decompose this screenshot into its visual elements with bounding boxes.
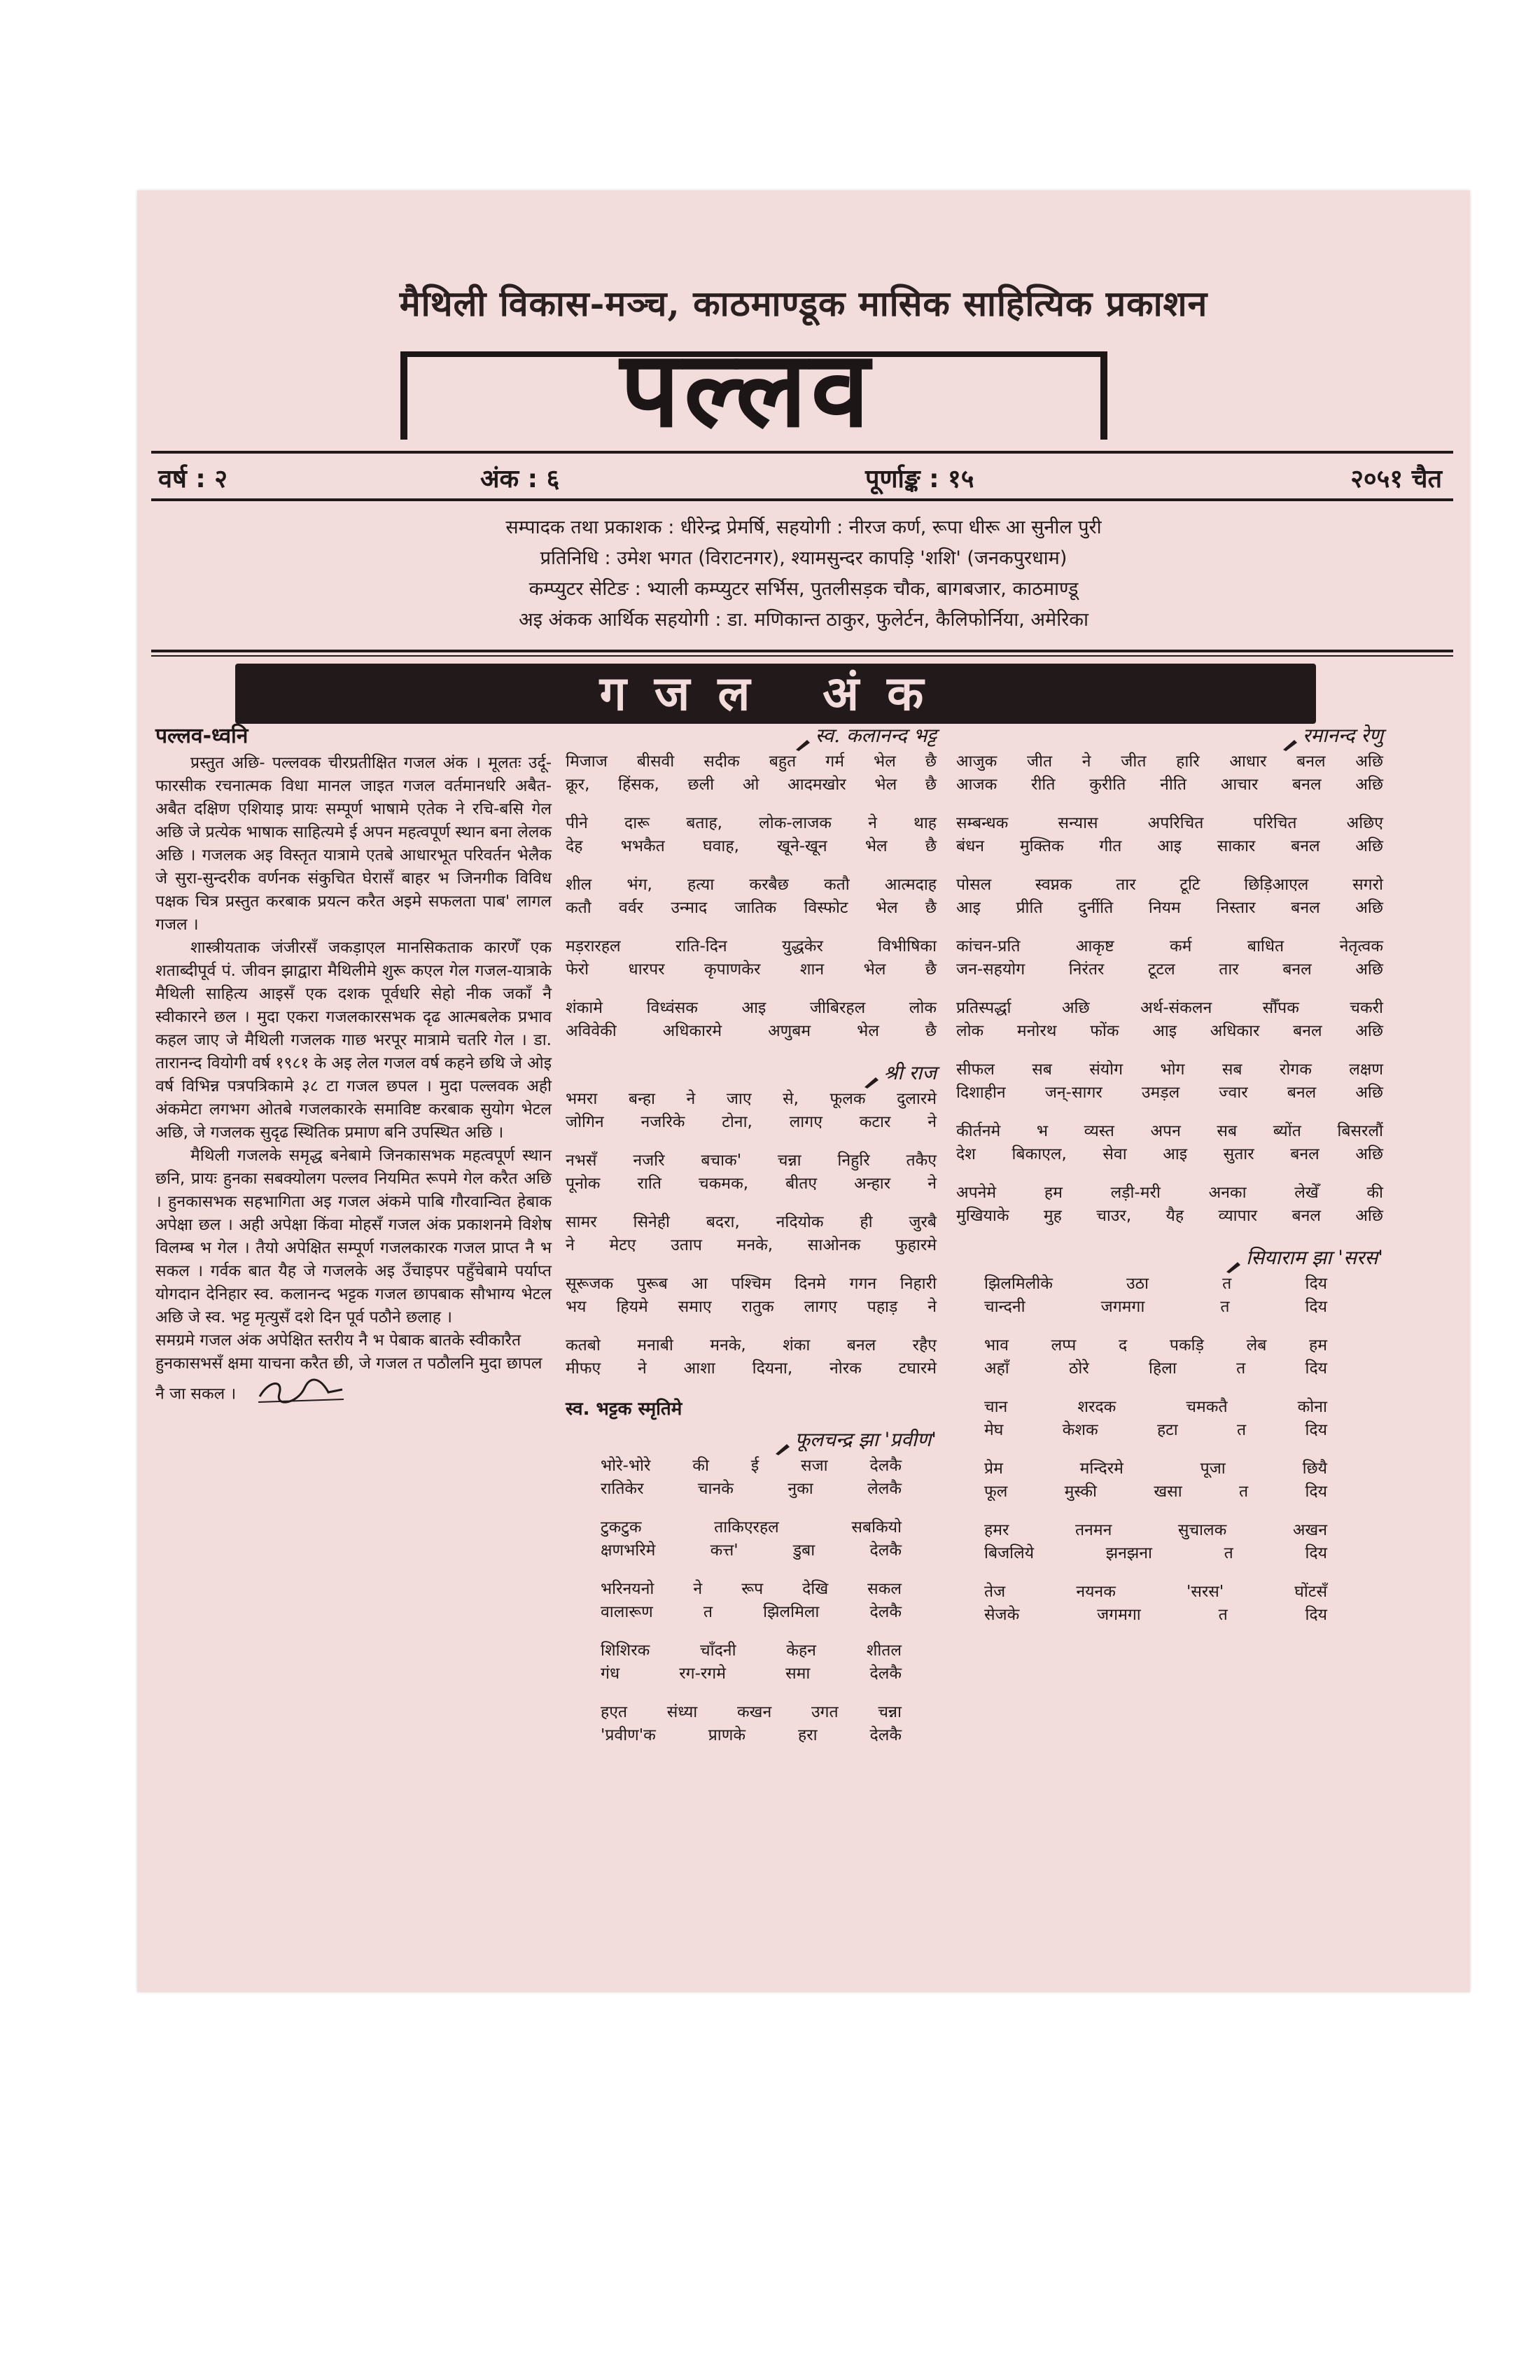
poem-block <box>566 750 937 1043</box>
pencil-icon <box>1282 730 1300 744</box>
verse-line: भोरे-भोरे की ई सजा देलकै <box>601 1457 902 1475</box>
verse-line: लोक मनोरथ फोंक आइ अधिकार बनल अछि <box>956 1022 1383 1040</box>
verse-line: कतबो मनाबी मनके, शंका बनल रहैए <box>566 1336 937 1354</box>
verse-line: देश बिकाएल, सेवा आइ सुतार बनल अछि <box>956 1145 1383 1163</box>
couplet <box>566 997 937 1043</box>
verse-line: चान शरदक चमकतै कोना <box>984 1398 1327 1416</box>
verse-line: मेघ केशक हटा त दिय <box>984 1421 1327 1439</box>
couplet <box>984 1334 1327 1380</box>
verse-line: पीने दारू बताह, लोक-लाजक ने थाह <box>566 814 937 832</box>
issue-info-row <box>158 461 1442 497</box>
pencil-icon <box>794 730 813 744</box>
verse-line: वालारूण त झिलमिला देलकै <box>601 1603 902 1621</box>
verse-line: सूरूजक पुरूब आ पश्चिम दिनमे गगन निहारी <box>566 1275 937 1293</box>
verse-line: प्रेम मन्दिरमे पूजा छियै <box>984 1460 1327 1478</box>
verse-line: अहाँ ठोरे हिला त दिय <box>984 1359 1327 1378</box>
verse-line: कतौ वर्वर उन्माद जातिक विस्फोट भेल छै <box>566 899 937 917</box>
verse-line: क्रूर, हिंसक, छली ओ आदमखोर भेल छै <box>566 776 937 794</box>
couplet <box>984 1519 1327 1565</box>
verse-line: सीफल सब संयोग भोग सब रोगक लक्षण <box>956 1060 1383 1079</box>
editorial-paragraph: प्रस्तुत अछि- पल्लवक चीरप्रतीक्षित गजल अंक । मूलतः उर्दू-फारसीक रचनात्मक विधा मानल जाइत गजल वर्तमानधरि अबैत-अबैत दक्षिण एशियाइ प्रायः सम्पूर्ण भाषामे एतेक ने रचि-बसि गेल अछि जे प्रत्येक भाषाक साहित्यमे ई अपन महत्वपूर्ण स्थान बना लेलक अछि । गजलक अइ विस्तृत यात्रामे एतबे आधारभूत परिवर्तन भेलैक जे सुरा-सुन्दरीक वर्णनक संकुचित घेरासँ बाहर भ जिनगीक विविध पक्षक चित्र प्रस्तुत करबाक प्रयत्न करैत अइमे सफलता पाब' लागल गजल । <box>155 754 552 934</box>
verse-line: पोसल स्वप्नक तार टूटि छिड़िआएल सगरो <box>956 876 1383 894</box>
poet-name: रमानन्द रेणु <box>956 721 1383 750</box>
verse-line: बंधन मुक्तिक गीत आइ साकार बनल अछि <box>956 837 1383 855</box>
couplet <box>566 935 937 981</box>
verse-line: कांचन-प्रति आकृष्ट कर्म बाधित नेतृत्वक <box>956 937 1383 955</box>
credit-line: कम्प्युटर सेटिङ : भ्याली कम्प्युटर सर्भिस, पुतलीसड़क चौक, बागबजार, काठमाण्डू <box>528 578 1079 600</box>
pencil-icon <box>863 1068 881 1082</box>
verse-line: शंकामे विध्वंसक आइ जीबिरहल लोक <box>566 999 937 1017</box>
couplet <box>566 812 937 858</box>
poem-block <box>566 1455 937 1747</box>
verse-line: सामर सिनेही बदरा, नदियोक ही जुरबै <box>566 1213 937 1231</box>
verse-line: शील भंग, हत्या करबैछ कतौ आत्मदाह <box>566 876 937 894</box>
couplet <box>956 750 1383 797</box>
poet-name: श्री राज <box>566 1058 937 1088</box>
verse-line: कीर्तनमे भ व्यस्त अपन सब ब्योंत बिसरलौं <box>956 1122 1383 1140</box>
verse-line: सेजके जगमगा त दिय <box>984 1606 1327 1624</box>
newspaper-page <box>137 190 1470 1992</box>
couplet <box>984 1581 1327 1627</box>
credit-line: प्रतिनिधि : उमेश भगत (विराटनगर), श्यामसुन्दर कापड़ि 'शशि' (जनकपुरधाम) <box>540 547 1068 569</box>
issue-year: वर्ष : २ <box>158 465 228 493</box>
verse-line: भाव लप्प द पकड़ि लेब हम <box>984 1336 1327 1354</box>
verse-line: मुखियाके मुह चाउर, यैह व्यापार बनल अछि <box>956 1207 1383 1225</box>
editorial-heading: पल्लव-ध्वनि <box>155 724 248 748</box>
couplet <box>956 1058 1383 1105</box>
poet-name: स्व. कलानन्द भट्ट <box>566 721 937 750</box>
verse-line: हएत संध्या कखन उगत चन्ना <box>601 1703 902 1721</box>
couplet <box>566 1273 937 1319</box>
verse-line: पूनोक राति चकमक, बीतए अन्हार ने <box>566 1175 937 1193</box>
issue-date: २०५१ चैत <box>1350 465 1442 493</box>
verse-line: जोगिन नजरिके टोना, लागए कटार ने <box>566 1113 937 1131</box>
couplet <box>956 1182 1383 1228</box>
verse-line: 'प्रवीण'क प्राणके हरा देलकै <box>601 1726 902 1744</box>
couplet <box>601 1639 902 1686</box>
couplet <box>566 1211 937 1257</box>
verse-line: आइ प्रीति दुर्नीति नियम निस्तार बनल अछि <box>956 899 1383 917</box>
poem-block <box>956 1273 1383 1627</box>
rule-bottom <box>151 650 1453 652</box>
editorial-column <box>155 721 552 1413</box>
verse-line: शिशिरक चाँदनी केहन शीतल <box>601 1642 902 1660</box>
poem-block <box>566 1088 937 1380</box>
verse-line: अविवेकी अधिकारमे अणुबम भेल छै <box>566 1022 937 1040</box>
editorial-paragraph: समग्रमे गजल अंक अपेक्षित स्तरीय नै भ पेबाक बातके स्वीकारैत हुनकासभसँ क्षमा याचना करैत छी, जे गजल त पठौलनि मुदा छापल नै जा सकल । <box>155 1331 542 1404</box>
publisher-line: मैथिली विकास-मञ्च, काठमाण्डूक मासिक साहित्यिक प्रकाशन <box>399 283 1208 324</box>
couplet <box>566 874 937 920</box>
verse-line: मिजाज बीसवी सदीक बहुत गर्म भेल छै <box>566 752 937 771</box>
verse-line: भमरा बन्हा ने जाए से, फूलक दुलारमे <box>566 1090 937 1108</box>
couplet <box>984 1273 1327 1319</box>
poet-name: फूलचन्द्र झा 'प्रवीण' <box>566 1425 937 1455</box>
pencil-icon <box>774 1434 792 1448</box>
couplet <box>601 1516 902 1562</box>
verse-line: टुकटुक ताकिएरहल सबकियो <box>601 1518 902 1536</box>
verse-line: नभसँ नजरि बचाक' चन्ना निहुरि तकैए <box>566 1152 937 1170</box>
couplet <box>601 1455 902 1501</box>
verse-line: आजक रीति कुरीति नीति आचार बनल अछि <box>956 776 1383 794</box>
masthead-title: पल्लव <box>620 328 874 451</box>
poem-column-right <box>956 721 1383 1642</box>
issue-number: अंक : ६ <box>480 465 560 493</box>
issue-banner: गजल अंक <box>235 664 1316 724</box>
verse-line: क्षणभरिमे कत्त' डुबा देलकै <box>601 1541 902 1560</box>
couplet <box>984 1457 1327 1504</box>
memorial-heading: स्व. भट्टक स्मृतिमे <box>566 1399 682 1420</box>
pencil-icon <box>1225 1252 1243 1266</box>
poem-column-middle <box>566 721 937 1763</box>
couplet <box>566 1149 937 1196</box>
verse-line: चान्दनी जगमगा त दिय <box>984 1298 1327 1316</box>
couplet <box>566 1088 937 1134</box>
verse-line: हमर तनमन सुचालक अखन <box>984 1521 1327 1539</box>
couplet <box>956 874 1383 920</box>
verse-line: गंध रग-रगमे समा देलकै <box>601 1665 902 1683</box>
credits-block <box>137 512 1470 636</box>
couplet <box>566 750 937 797</box>
verse-line: मड़रारहल राति-दिन युद्धकेर विभीषिका <box>566 937 937 955</box>
couplet <box>566 1334 937 1380</box>
verse-line: भरिनयनो ने रूप देखि सकल <box>601 1580 902 1598</box>
couplet <box>956 1120 1383 1166</box>
rule-top <box>151 451 1453 454</box>
verse-line: फेरो धारपर कृपाणकेर शान भेल छै <box>566 960 937 979</box>
couplet <box>984 1396 1327 1442</box>
verse-line: सम्बन्धक सन्यास अपरिचित परिचित अछिए <box>956 814 1383 832</box>
verse-line: अपनेमे हम लड़ी-मरी अनका लेखेँ की <box>956 1184 1383 1202</box>
credit-line: सम्पादक तथा प्रकाशक : धीरेन्द्र प्रेमर्षि, सहयोगी : नीरज कर्ण, रूपा धीरू आ सुनील पुरी <box>505 517 1102 538</box>
couplet <box>601 1578 902 1624</box>
issue-total: पूर्णाङ्क : १५ <box>865 465 974 493</box>
credit-line: अइ अंकक आर्थिक सहयोगी : डा. मणिकान्त ठाकुर, फुलेर्टन, कैलिफोर्निया, अमेरिका <box>519 609 1088 631</box>
couplet <box>956 935 1383 981</box>
editorial-paragraph: मैथिली गजलके समृद्ध बनेबामे जिनकासभक महत्वपूर्ण स्थान छनि, प्रायः हुनका सबक्योलग पल्लव नियमित रूपमे गेल करैत अछि । हुनकासभक सहभागिता अइ गजल अंकमे पाबि गौरवान्वित हेबाक अपेक्षा छल । अही अपेक्षा किंवा मोहसँ गजल अंक प्रकाशनमे विशेष विलम्ब भ गेल । तैयो अपेक्षित सम्पूर्ण गजलकारक गजल प्राप्त नै भ सकल । गर्वक बात यैह जे गजलके अइ उँचाइपर पहुँचेबामे पर्याप्त योगदान देनिहार स्व. कलानन्द भट्टक गजल छापबाक सौभाग्य भेटल अछि जे स्व. भट्ट मृत्युसँ दशे दिन पूर्व पठौने छलाह । <box>155 1147 552 1326</box>
verse-line: दिशाहीन जन्-सागर उमड़ल ज्वार बनल अछि <box>956 1084 1383 1102</box>
poet-name: सियाराम झा 'सरस' <box>956 1243 1383 1273</box>
verse-line: ने मेटए उताप मनके, साओनक फुहारमे <box>566 1236 937 1254</box>
verse-line: तेज नयनक 'सरस' घोंटसँ <box>984 1583 1327 1601</box>
verse-line: देह भभकैत घवाह, खूने-खून भेल छै <box>566 837 937 855</box>
couplet <box>956 812 1383 858</box>
verse-line: फूल मुस्की खसा त दिय <box>984 1483 1327 1501</box>
verse-line: प्रतिस्पर्द्धा अछि अर्थ-संकलन सौँपक चकरी <box>956 999 1383 1017</box>
rule-bottom-thin <box>151 655 1453 657</box>
editorial-paragraph: शास्त्रीयताक जंजीरसँ जकड़ाएल मानसिकताक कारणेँ एक शताब्दीपूर्व पं. जीवन झाद्वारा मैथिलीमे शुरू कएल गेल गजल-यात्राके मैथिली साहित्य आइसँ एक दशक पूर्वधरि सेहो नीक जकाँ नै स्वीकारने छल । मुदा एकरा गजलकारसभक दृढ आत्मबलेक प्रभाव कहल जाए जे मैथिली गजलक गाछ भरपूर मात्रामे चतरि गेल । डा. तारानन्द वियोगी वर्ष १९८१ के अइ लेल गजल वर्ष कहने छथि जे ओइ वर्ष विभिन्न पत्रपत्रिकामे ३८ टा गजल छपल । मुदा पल्लवक अही अंकमेटा लगभग ओतबे गजलकारके समाविष्ट करबाक सुयोग भेटल अछि, जे गजलक सुदृढ स्थितिक प्रमाण बनि उपस्थित अछि । <box>155 939 552 1142</box>
verse-line: जन-सहयोग निरंतर टूटल तार बनल अछि <box>956 960 1383 979</box>
couplet <box>601 1701 902 1747</box>
verse-line: आजुक जीत ने जीत हारि आधार बनल अछि <box>956 752 1383 771</box>
verse-line: रातिकेर चानके नुका लेलकै <box>601 1480 902 1498</box>
verse-line: भय हियमे समाए रातुक लागए पहाड़ ने <box>566 1298 937 1316</box>
rule-mid <box>151 498 1453 501</box>
verse-line: मीफए ने आशा दियना, नोरक टघारमे <box>566 1359 937 1378</box>
verse-line: बिजलिये झनझना त दिय <box>984 1544 1327 1562</box>
verse-line: झिलमिलीके उठा त दिय <box>984 1275 1327 1293</box>
couplet <box>956 997 1383 1043</box>
poem-block <box>956 750 1383 1228</box>
editor-signature <box>255 1376 346 1413</box>
